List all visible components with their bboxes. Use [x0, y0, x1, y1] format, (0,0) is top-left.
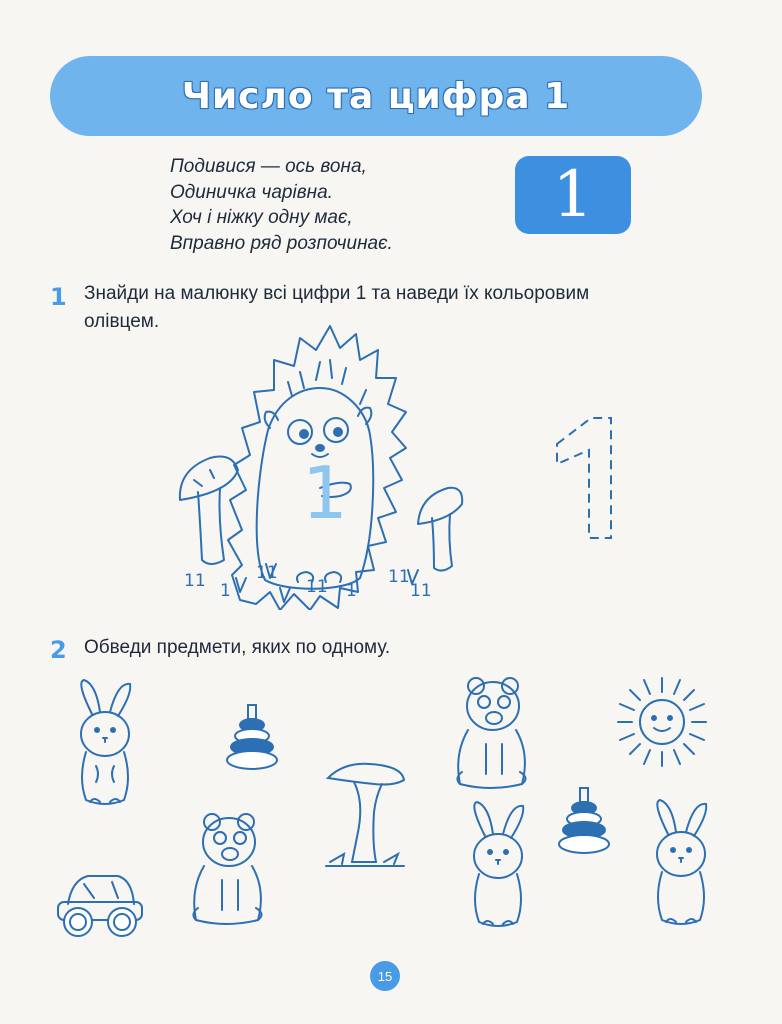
task-1-number: 1 [50, 283, 67, 311]
grass-mark: 1 [346, 581, 357, 601]
pyramid-toy-icon [556, 786, 612, 858]
dashed-digit-one [545, 414, 619, 542]
task-2-number: 2 [50, 636, 67, 664]
mushroom-icon [418, 488, 462, 571]
task-2-text: Обведи предмети, яких по одному. [84, 637, 391, 658]
grass-mark: 11 [256, 563, 278, 583]
hedgehog-scene [170, 320, 470, 610]
grass-mark: 11 [306, 577, 328, 597]
bunny-icon [70, 678, 140, 810]
page-title: Число та цифра 1 [181, 75, 571, 117]
mushroom-icon [324, 762, 408, 870]
bear-icon [186, 810, 268, 928]
grass-mark: 11 [184, 571, 206, 591]
poem-line: Подивися — ось вона, [170, 156, 367, 177]
poem-line: Одиничка чарівна. [170, 181, 333, 203]
grass-mark: 11 [388, 567, 410, 587]
title-banner [50, 56, 702, 136]
page-number: 15 [370, 961, 400, 991]
grass-mark: 1 [220, 581, 231, 601]
bunny-icon [463, 800, 533, 932]
pyramid-toy-icon [224, 703, 280, 773]
car-icon [54, 868, 146, 938]
bunny-icon [646, 798, 716, 930]
task-1-line: Знайди на малюнку всі цифри 1 та наведи їх кольоровим [84, 283, 590, 304]
poem-line: Вправно ряд розпочинає. [170, 232, 393, 254]
grass-mark: 11 [410, 581, 432, 601]
digit-badge-text: 1 [552, 158, 594, 232]
sun-icon [612, 674, 712, 770]
poem-line: Хоч і ніжку одну має, [170, 207, 353, 228]
hedgehog-digit: 1 [302, 451, 348, 535]
digit-badge [515, 156, 631, 234]
poem [170, 154, 393, 256]
task-1-line: олівцем. [84, 311, 160, 332]
mushroom-icon [180, 457, 238, 565]
bear-icon [450, 674, 532, 792]
